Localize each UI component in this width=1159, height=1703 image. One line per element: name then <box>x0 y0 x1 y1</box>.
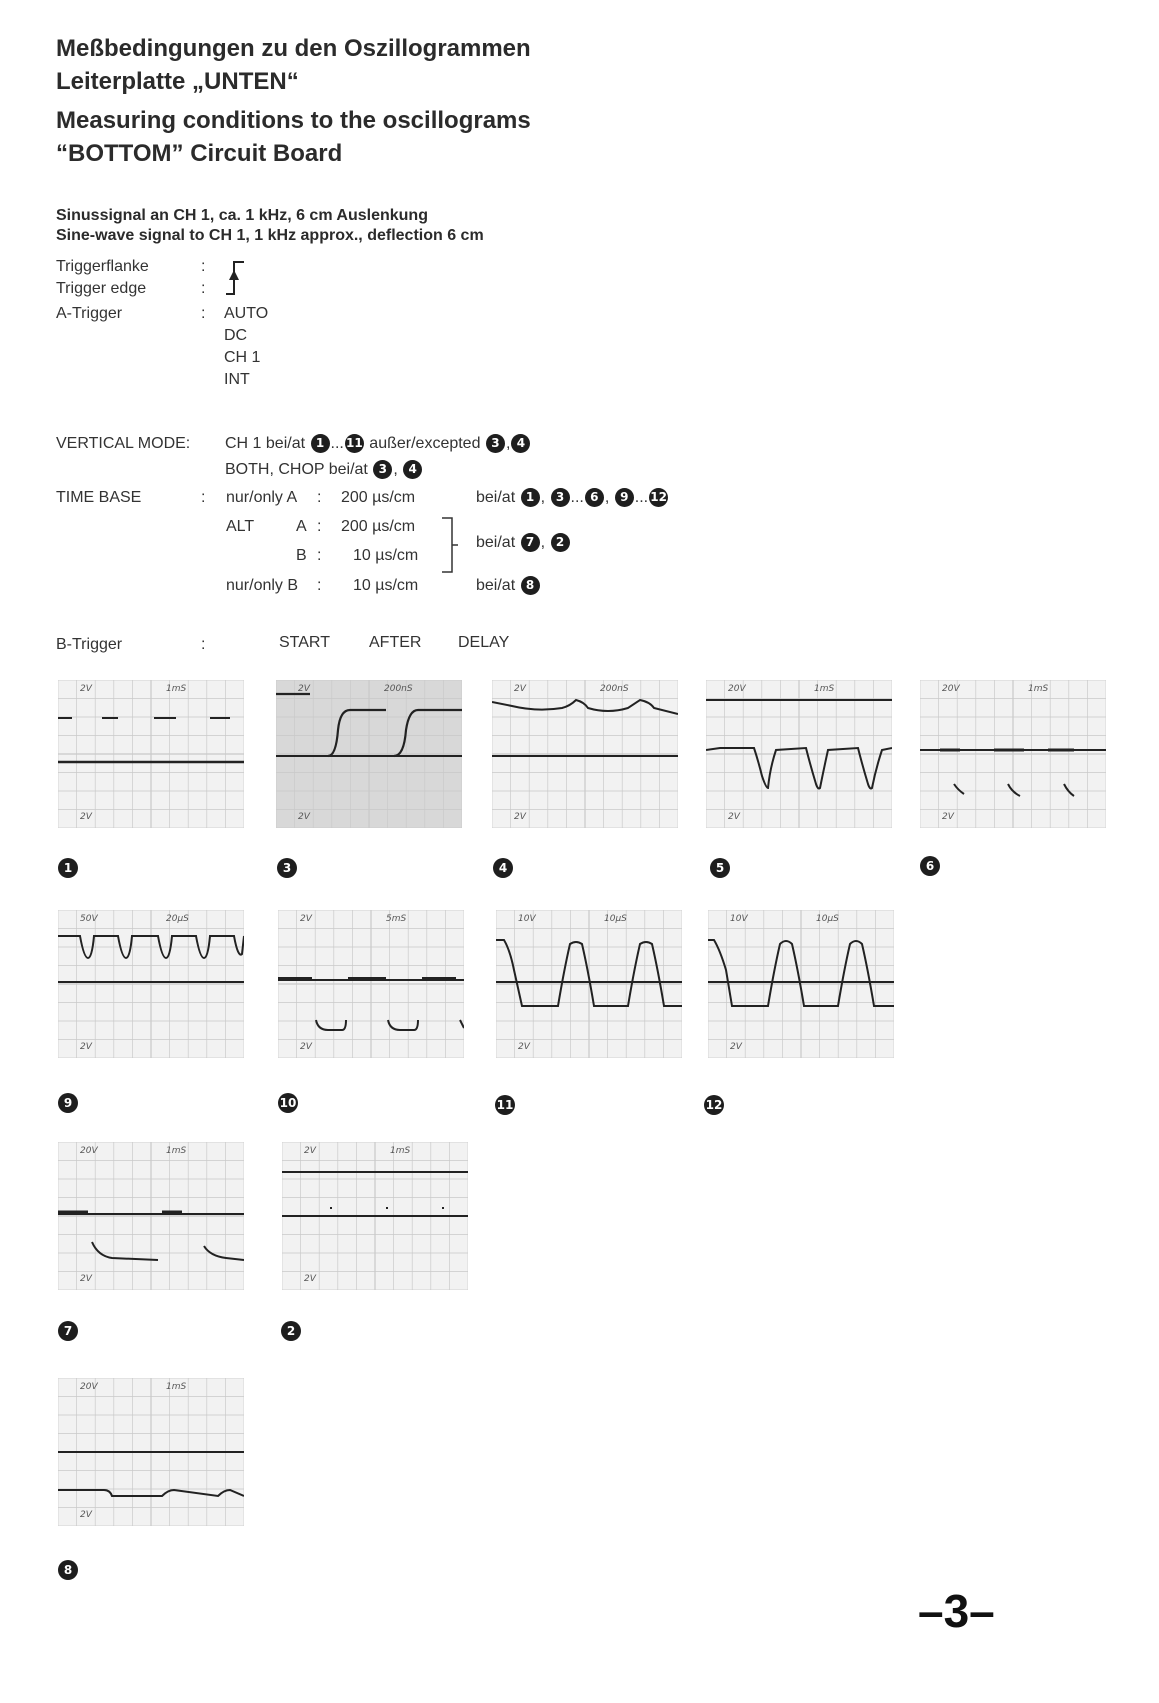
bullet-1: 1 <box>521 488 540 507</box>
range-dots: ... <box>634 489 649 506</box>
oscillogram-trace <box>58 1142 244 1290</box>
alt-bracket <box>440 516 460 574</box>
oscillogram-3 <box>276 680 462 828</box>
title-english <box>56 104 531 170</box>
rising-edge-icon <box>222 258 246 298</box>
scope-volt-label: 2V <box>80 684 92 694</box>
scope-ch2-label: 2V <box>730 1042 742 1052</box>
comma: , <box>393 461 398 478</box>
scope-volt-label: 2V <box>304 1146 316 1156</box>
vm-prefix: CH 1 bei/at <box>225 435 306 452</box>
bullet-3: 3 <box>486 434 505 453</box>
trigger-edge-de: Triggerflanke <box>56 258 149 275</box>
oscillogram-10 <box>278 910 464 1058</box>
colon: : <box>201 280 206 297</box>
scope-volt-label: 50V <box>80 914 98 924</box>
bei-at: bei/at <box>476 534 516 551</box>
oscillogram-7 <box>58 1142 244 1290</box>
oscillogram-11 <box>496 910 682 1058</box>
tb-row1-bullets <box>476 485 669 511</box>
a-trigger-auto: AUTO <box>224 305 269 322</box>
oscillogram-5 <box>706 680 892 828</box>
vertical-mode-line1 <box>225 431 531 457</box>
scope-time-label: 5mS <box>386 914 407 924</box>
tb-row1-value: 200 µs/cm <box>341 489 416 506</box>
bullet-6: 6 <box>585 488 604 507</box>
oscillogram-9 <box>58 910 244 1058</box>
bullet-11: 11 <box>345 434 364 453</box>
bullet-7: 7 <box>521 533 540 552</box>
vm-both-chop: BOTH, CHOP bei/at <box>225 461 368 478</box>
time-base-colon: : <box>201 489 206 506</box>
scope-time-label: 1mS <box>814 684 835 694</box>
scope-ch2-label: 2V <box>518 1042 530 1052</box>
scope-volt-label: 2V <box>300 914 312 924</box>
oscillogram-number-12: 12 <box>704 1095 724 1115</box>
tb-alt-bullets <box>476 530 571 556</box>
scope-ch2-label: 2V <box>300 1042 312 1052</box>
scope-volt-label: 10V <box>518 914 536 924</box>
scope-time-label: 20µS <box>166 914 189 924</box>
oscillogram-number-7: 7 <box>58 1321 78 1341</box>
tb-row3-colon: : <box>317 577 322 594</box>
oscillogram-number-4: 4 <box>493 858 513 878</box>
scope-volt-label: 10V <box>730 914 748 924</box>
scope-time-label: 1mS <box>166 1146 187 1156</box>
scope-time-label: 1mS <box>166 684 187 694</box>
bullet-4: 4 <box>511 434 530 453</box>
scope-ch2-label: 2V <box>514 812 526 822</box>
tb-row1-mode: nur/only A <box>226 489 298 506</box>
signal-description <box>56 206 484 246</box>
oscillogram-trace <box>58 680 244 828</box>
scope-time-label: 1mS <box>166 1382 187 1392</box>
oscillogram-trace <box>920 680 1106 828</box>
oscillogram-number-11: 11 <box>495 1095 515 1115</box>
bei-at: bei/at <box>476 489 516 506</box>
vertical-mode-label: VERTICAL MODE: <box>56 435 191 452</box>
tb-row3-bullets <box>476 573 541 599</box>
scope-time-label: 200nS <box>600 684 629 694</box>
scope-ch2-label: 2V <box>728 812 740 822</box>
a-trigger-int: INT <box>224 371 250 388</box>
range-dots: ... <box>330 435 344 452</box>
scope-time-label: 10µS <box>604 914 627 924</box>
scope-ch2-label: 2V <box>304 1274 316 1284</box>
oscillogram-trace <box>58 1378 244 1526</box>
signal-de: Sinussignal an CH 1, ca. 1 kHz, 6 cm Auslenkung <box>56 207 428 224</box>
oscillogram-number-5: 5 <box>710 858 730 878</box>
a-trigger-label: A-Trigger <box>56 305 123 322</box>
b-trigger-start: START <box>279 634 330 651</box>
scope-ch2-label: 2V <box>942 812 954 822</box>
oscillogram-8 <box>58 1378 244 1526</box>
scope-time-label: 200nS <box>384 684 413 694</box>
oscillogram-6 <box>920 680 1106 828</box>
a-trigger-dc: DC <box>224 327 248 344</box>
a-trigger-colon: : <box>201 305 206 322</box>
scope-time-label: 10µS <box>816 914 839 924</box>
comma: , <box>540 489 546 506</box>
page-number: –3– <box>918 1585 995 1637</box>
scope-time-label: 1mS <box>390 1146 411 1156</box>
comma: , <box>505 435 511 452</box>
oscillogram-trace <box>492 680 678 828</box>
bullet-8: 8 <box>521 576 540 595</box>
b-trigger-delay: DELAY <box>458 634 510 651</box>
oscillogram-4 <box>492 680 678 828</box>
oscillogram-number-3: 3 <box>277 858 297 878</box>
title-de-line1: Meßbedingungen zu den Oszillogrammen <box>56 35 531 62</box>
oscillogram-number-10: 10 <box>278 1093 298 1113</box>
bullet-1: 1 <box>311 434 330 453</box>
vertical-mode-values <box>225 431 531 483</box>
comma: , <box>604 489 610 506</box>
scope-volt-label: 20V <box>728 684 746 694</box>
title-en-line2: “BOTTOM” Circuit Board <box>56 140 343 167</box>
scope-volt-label: 2V <box>514 684 526 694</box>
oscillogram-2 <box>282 1142 468 1290</box>
oscillogram-trace <box>276 680 462 828</box>
trigger-edge-colons <box>201 256 205 300</box>
colon: : <box>201 258 206 275</box>
tb-alt-b: B <box>296 547 307 564</box>
tb-alt-b-colon: : <box>317 547 322 564</box>
oscillogram-trace <box>58 910 244 1058</box>
oscillogram-trace <box>496 910 682 1058</box>
a-trigger-ch1: CH 1 <box>224 349 261 366</box>
bullet-12: 12 <box>649 488 668 507</box>
oscillogram-number-8: 8 <box>58 1560 78 1580</box>
scope-volt-label: 2V <box>298 684 310 694</box>
scope-time-label: 1mS <box>1028 684 1049 694</box>
vertical-mode-line2 <box>225 457 531 483</box>
a-trigger-values <box>224 303 268 391</box>
tb-alt-label: ALT <box>226 518 255 535</box>
scope-volt-label: 20V <box>80 1146 98 1156</box>
time-base-label: TIME BASE <box>56 489 142 506</box>
scope-ch2-label: 2V <box>80 1042 92 1052</box>
tb-alt-a: A <box>296 518 307 535</box>
oscillogram-number-1: 1 <box>58 858 78 878</box>
oscillogram-number-9: 9 <box>58 1093 78 1113</box>
tb-row1-colon: : <box>317 489 322 506</box>
oscillogram-trace <box>278 910 464 1058</box>
b-trigger-after: AFTER <box>369 634 422 651</box>
title-german <box>56 32 531 98</box>
scope-volt-label: 20V <box>942 684 960 694</box>
oscillogram-trace <box>282 1142 468 1290</box>
vm-excepted: außer/excepted <box>369 435 481 452</box>
title-en-line1: Measuring conditions to the oscillograms <box>56 107 531 134</box>
tb-row3-value: 10 µs/cm <box>353 577 419 594</box>
oscillogram-trace <box>706 680 892 828</box>
tb-alt-a-colon: : <box>317 518 322 535</box>
oscillogram-number-6: 6 <box>920 856 940 876</box>
bullet-3: 3 <box>551 488 570 507</box>
tb-alt-b-value: 10 µs/cm <box>353 547 419 564</box>
tb-alt-a-value: 200 µs/cm <box>341 518 416 535</box>
oscillogram-trace <box>708 910 894 1058</box>
comma: , <box>540 534 546 551</box>
scope-volt-label: 20V <box>80 1382 98 1392</box>
trigger-edge-en: Trigger edge <box>56 280 147 297</box>
tb-row3-mode: nur/only B <box>226 577 299 594</box>
b-trigger-label: B-Trigger <box>56 636 123 653</box>
b-trigger-colon: : <box>201 636 206 653</box>
scope-ch2-label: 2V <box>80 1510 92 1520</box>
oscillogram-number-2: 2 <box>281 1321 301 1341</box>
oscillogram-1 <box>58 680 244 828</box>
bullet-3: 3 <box>373 460 392 479</box>
scope-ch2-label: 2V <box>80 812 92 822</box>
title-de-line2: Leiterplatte „UNTEN“ <box>56 68 299 95</box>
trigger-edge-label <box>56 256 149 300</box>
range-dots: ... <box>570 489 584 506</box>
bei-at: bei/at <box>476 577 516 594</box>
bullet-2: 2 <box>551 533 570 552</box>
signal-en: Sine-wave signal to CH 1, 1 kHz approx., deflection 6 cm <box>56 227 484 244</box>
bullet-4: 4 <box>403 460 422 479</box>
scope-ch2-label: 2V <box>298 812 310 822</box>
scope-ch2-label: 2V <box>80 1274 92 1284</box>
bullet-9: 9 <box>615 488 634 507</box>
oscillogram-12 <box>708 910 894 1058</box>
